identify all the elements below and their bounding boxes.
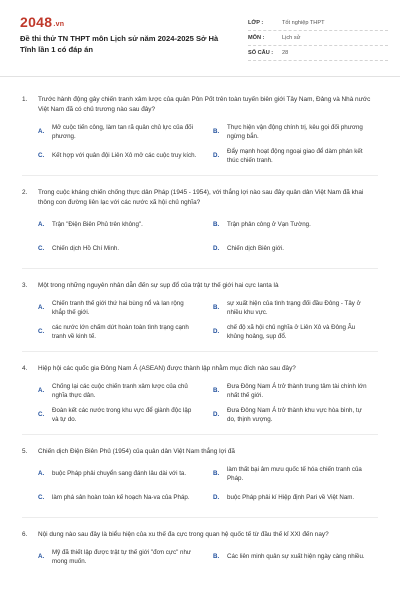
meta-label: SỐ CÂU : <box>248 50 274 56</box>
option-letter: D. <box>213 411 220 419</box>
question-text: Một trong những nguyên nhân dẫn đến sự sụp đổ của trật tự thế giới hai cực Ianta là <box>38 282 279 289</box>
answer-option[interactable] <box>213 121 378 143</box>
question-list <box>0 77 400 570</box>
answer-option[interactable] <box>213 214 378 236</box>
option-text: buộc Pháp phải kí Hiệp định Pari về Việt Nam. <box>227 494 355 502</box>
option-text: Đưa Đông Nam Á trở thành khu vực hòa bình, tự do, thịnh vượng. <box>227 406 362 423</box>
answer-option[interactable] <box>38 145 203 167</box>
option-text: làm phá sản hoàn toàn kế hoạch Na-va của Pháp. <box>52 494 190 502</box>
question-separator <box>22 351 378 352</box>
answer-option[interactable] <box>38 487 203 509</box>
option-letter: A. <box>38 128 45 136</box>
option-text: Đẩy mạnh hoạt động ngoại giao để dàm phán kết thúc chiến tranh. <box>227 147 363 164</box>
answer-options <box>22 463 378 511</box>
option-letter: D. <box>213 152 220 160</box>
option-letter: D. <box>213 245 220 253</box>
answer-option[interactable] <box>213 546 378 568</box>
meta-panel <box>248 16 388 61</box>
option-text: Trận phản công ở Vạn Tường. <box>227 221 311 229</box>
question-number: 1. <box>22 96 28 103</box>
option-text: sự xuất hiện của tình trạng đối đầu Đông - Tây ở nhiều khu vực. <box>227 299 361 316</box>
option-text: Các liên minh quân sự xuất hiện ngày càng nhiều. <box>227 553 365 561</box>
option-letter: A. <box>38 221 45 229</box>
option-text: Chiến tranh thế giới thứ hai bùng nổ và lan rộng khắp thế giới. <box>52 299 184 316</box>
option-letter: C. <box>38 245 45 253</box>
question-separator <box>22 175 378 176</box>
meta-row-subject <box>248 31 388 46</box>
meta-value: 28 <box>282 50 289 56</box>
answer-option[interactable] <box>38 214 203 236</box>
option-letter: B. <box>213 387 220 395</box>
meta-row-class <box>248 16 388 31</box>
option-letter: D. <box>213 328 220 336</box>
meta-value: Lịch sử <box>282 35 301 41</box>
meta-label: LỚP : <box>248 20 264 26</box>
answer-option[interactable] <box>213 404 378 426</box>
question-separator <box>22 517 378 518</box>
question-5 <box>22 447 378 518</box>
option-text: Thực hiện vận động chính trị, kêu gọi đối phương ngừng bắn. <box>227 123 363 140</box>
question-number: 6. <box>22 531 28 538</box>
question-3 <box>22 281 378 352</box>
option-text: buộc Pháp phải chuyển sang đánh lâu dài với ta. <box>52 470 187 478</box>
option-letter: A. <box>38 470 45 478</box>
question-text: Trước hành động gây chiến tranh xâm lược của quân Pôn Pốt trên toàn tuyến biên giới Tây Nam, Đảng và Nhà nước Việt Nam đã có chủ trương nào sau đây? <box>38 96 371 113</box>
question-number: 4. <box>22 365 28 372</box>
answer-option[interactable] <box>213 321 378 343</box>
question-text: Chiến dịch Điện Biên Phủ (1954) của quân dân Việt Nam thắng lợi đã <box>38 448 235 455</box>
question-text: Hiệp hội các quốc gia Đông Nam Á (ASEAN) được thành lập nhằm mục đích nào sau đây? <box>38 365 296 372</box>
question-number: 5. <box>22 448 28 455</box>
answer-option[interactable] <box>213 297 378 319</box>
question-number: 3. <box>22 282 28 289</box>
question-text: Nội dung nào sau đây là biểu hiện của xu thế đa cực trong quan hệ quốc tế từ đầu thế kỉ XXI đến nay? <box>38 531 329 538</box>
document-title: Đề thi thử TN THPT môn Lịch sử năm 2024-2025 Sở Hà Tĩnh lần 1 có đáp án <box>20 34 219 54</box>
question-separator <box>22 268 378 269</box>
option-letter: B. <box>213 553 220 561</box>
answer-option[interactable] <box>213 487 378 509</box>
question-2 <box>22 188 378 269</box>
answer-option[interactable] <box>213 463 378 485</box>
option-text: các nước lớn chấm dứt hoàn toàn tình trạng cạnh tranh về kinh tế. <box>52 323 189 340</box>
option-letter: C. <box>38 411 45 419</box>
option-text: Trận "Điện Biên Phủ trên không". <box>52 221 143 229</box>
answer-options <box>22 121 378 169</box>
header <box>0 0 400 64</box>
answer-option[interactable] <box>38 463 203 485</box>
option-text: Chiến dịch Hồ Chí Minh. <box>52 245 120 253</box>
question-1 <box>22 95 378 176</box>
answer-option[interactable] <box>213 238 378 260</box>
question-stem <box>22 530 378 540</box>
question-stem <box>22 447 378 457</box>
question-stem <box>22 95 378 115</box>
option-text: Đưa Đông Nam Á trở thành trung tâm tài chính lớn nhất thế giới. <box>227 382 367 399</box>
answer-option[interactable] <box>38 297 203 319</box>
question-text: Trong cuộc kháng chiến chống thực dân Pháp (1945 - 1954), với thắng lợi nào sau đây quân dân Việt Nam đã khai thông con đường liên lạc với các nước xã hội chủ nghĩa? <box>38 189 364 206</box>
answer-option[interactable] <box>38 546 203 568</box>
question-6 <box>22 530 378 570</box>
answer-option[interactable] <box>38 238 203 260</box>
option-text: Mỹ đã thiết lập được trật tự thế giới "đơn cực" như mong muốn. <box>52 548 192 565</box>
option-text: Chống lại các cuộc chiến tranh xâm lược của chủ nghĩa thực dân. <box>52 382 188 399</box>
option-text: Kết hợp với quân đội Liên Xô mở các cuộc truy kích. <box>52 152 197 160</box>
option-text: làm thất bại âm mưu quốc tế hóa chiến tranh của Pháp. <box>227 465 362 482</box>
option-letter: B. <box>213 128 220 136</box>
answer-option[interactable] <box>213 145 378 167</box>
answer-options <box>22 297 378 345</box>
question-stem <box>22 281 378 291</box>
option-text: Chiến dịch Biên giới. <box>227 245 285 253</box>
answer-option[interactable] <box>38 380 203 402</box>
meta-label: MÔN : <box>248 35 265 41</box>
option-letter: A. <box>38 304 45 312</box>
answer-options <box>22 546 378 570</box>
option-text: Mở cuộc tiến công, làm tan rã quân chủ lực của đối phương. <box>52 123 193 140</box>
answer-option[interactable] <box>38 404 203 426</box>
option-letter: A. <box>38 387 45 395</box>
meta-value: Tốt nghiệp THPT <box>282 20 325 26</box>
site-logo[interactable]: 2048.vn <box>20 14 65 30</box>
answer-option[interactable] <box>213 380 378 402</box>
option-text: chế độ xã hội chủ nghĩa ở Liên Xô và Đông Âu khủng hoảng, sụp đổ. <box>227 323 356 340</box>
question-number: 2. <box>22 189 28 196</box>
option-text: Đoàn kết các nước trong khu vực để giành độc lập và tự do. <box>52 406 192 423</box>
option-letter: C. <box>38 494 45 502</box>
question-separator <box>22 434 378 435</box>
question-stem <box>22 188 378 208</box>
option-letter: C. <box>38 152 45 160</box>
option-letter: D. <box>213 494 220 502</box>
answer-options <box>22 214 378 262</box>
answer-option[interactable] <box>38 321 203 343</box>
meta-row-count <box>248 46 388 61</box>
question-4 <box>22 364 378 435</box>
option-letter: A. <box>38 553 45 561</box>
option-letter: B. <box>213 470 220 478</box>
question-stem <box>22 364 378 374</box>
option-letter: B. <box>213 221 220 229</box>
answer-option[interactable] <box>38 121 203 143</box>
option-letter: B. <box>213 304 220 312</box>
answer-options <box>22 380 378 428</box>
option-letter: C. <box>38 328 45 336</box>
